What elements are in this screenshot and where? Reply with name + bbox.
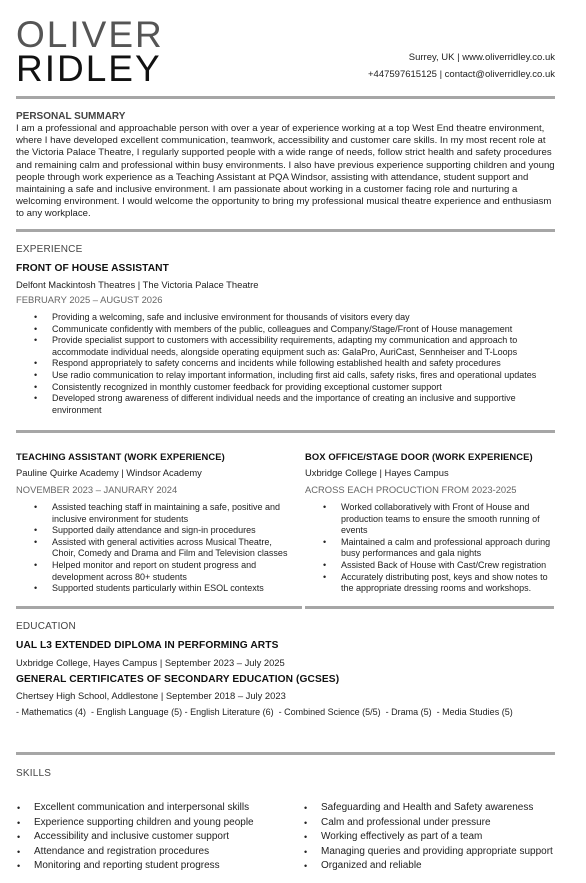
- first-name: OLIVER: [16, 14, 164, 55]
- list-item: • Respond appropriately to safety concerns and incidents while following established health and safety procedures: [52, 358, 557, 370]
- divider: [16, 752, 555, 755]
- list-item: • Maintained a calm and professional approach during busy performances and gala nights: [341, 537, 556, 560]
- list-item: • Accessibility and inclusive customer support: [34, 830, 289, 845]
- list-item: • Attendance and registration procedures: [34, 845, 289, 860]
- divider: [305, 606, 554, 609]
- list-item: • Communicate confidently with members of the public, colleagues and Company/Stage/Front of House management: [52, 324, 557, 336]
- job-bullets: [341, 502, 556, 595]
- location-website: Surrey, UK | www.oliverridley.co.uk: [408, 52, 555, 63]
- list-item: • Managing queries and providing appropriate support: [321, 845, 571, 860]
- qualification-title: GENERAL CERTIFICATES OF SECONDARY EDUCATION (GCSES): [16, 674, 340, 685]
- divider: [16, 229, 555, 232]
- list-item: • Organized and reliable: [321, 859, 571, 874]
- divider: [16, 430, 555, 433]
- job-dates: FEBRUARY 2025 – AUGUST 2026: [16, 294, 163, 305]
- qualification-detail: Chertsey High School, Addlestone | September 2018 – July 2023: [16, 690, 286, 701]
- job-dates: ACROSS EACH PROCUCTION FROM 2023-2025: [305, 484, 517, 495]
- experience-heading: EXPERIENCE: [16, 244, 83, 255]
- list-item: • Use radio communication to relay important information, including first aid calls, safety risks, fires and operational updates: [52, 370, 557, 382]
- qualification-detail: Uxbridge College, Hayes Campus | September 2023 – July 2025: [16, 657, 285, 668]
- list-item: • Supported daily attendance and sign-in procedures: [52, 525, 288, 537]
- list-item: • Assisted teaching staff in maintaining a safe, positive and inclusive environment for students: [52, 502, 288, 525]
- job-employer: Pauline Quirke Academy | Windsor Academy: [16, 467, 202, 478]
- job-bullets: [52, 312, 557, 416]
- list-item: • Developed strong awareness of different individual needs and the importance of creating an inclusive and supportive environment: [52, 393, 557, 416]
- list-item: • Excellent communication and interpersonal skills: [34, 801, 289, 816]
- job-title: BOX OFFICE/STAGE DOOR (WORK EXPERIENCE): [305, 451, 533, 462]
- job-employer: Uxbridge College | Hayes Campus: [305, 467, 449, 478]
- list-item: • Safeguarding and Health and Safety awareness: [321, 801, 571, 816]
- list-item: • Consistently recognized in monthly customer feedback for providing exceptional customer support: [52, 382, 557, 394]
- list-item: • Assisted with general activities across Musical Theatre, Choir, Comedy and Drama and Film and Television classes: [52, 537, 288, 560]
- list-item: • Helped monitor and report on student progress and development across 80+ students: [52, 560, 288, 583]
- list-item: • Providing a welcoming, safe and inclusive environment for thousands of visitors every day: [52, 312, 557, 324]
- job-dates: NOVEMBER 2023 – JANURARY 2024: [16, 484, 178, 495]
- list-item: • Experience supporting children and young people: [34, 816, 289, 831]
- list-item: • Supported students particularly within ESOL contexts: [52, 583, 288, 595]
- summary-heading: PERSONAL SUMMARY: [16, 111, 126, 122]
- summary-text: I am a professional and approachable person with over a year of experience working at a top West End theatre environment, where I have developed excellent communication, teamwork, accessibility and customer care skills. In my most recent role at the Victoria Palace Theatre, I regularly supported people with a wide range of needs, follow strict health and safety procedures and remaining calm and professional within busy environments. I also have previous experience supporting children and young people through work experience as a Teaching Assistant at PQA Windsor, assisting with attendance, student support and maintaining a safe and inclusive environment. I am passionate about working in a customer facing role and nurturing a welcoming environment. I would welcome the opportunity to bring my professional musical theatre experience and enthusiasm to any workplace.: [16, 123, 555, 220]
- qualification-title: UAL L3 EXTENDED DIPLOMA IN PERFORMING ARTS: [16, 640, 279, 651]
- list-item: • Worked collaboratively with Front of House and production teams to ensure the smooth running of events: [341, 502, 556, 537]
- job-employer: Delfont Mackintosh Theatres | The Victoria Palace Theatre: [16, 279, 259, 290]
- list-item: • Provide specialist support to customers with accessibility requirements, adapting my communication and approach to accommodate individual needs, alongside operating equipment such as: GalaPro, AuriCast, Sennheiser and T-Loops: [52, 335, 557, 358]
- skills-list-right: [321, 801, 571, 874]
- list-item: • Working effectively as part of a team: [321, 830, 571, 845]
- last-name: RIDLEY: [16, 48, 162, 89]
- job-title: FRONT OF HOUSE ASSISTANT: [16, 263, 169, 274]
- divider: [16, 606, 302, 609]
- education-heading: EDUCATION: [16, 621, 76, 632]
- list-item: • Accurately distributing post, keys and show notes to the appropriate dressing rooms and workshops.: [341, 572, 556, 595]
- list-item: • Assisted Back of House with Cast/Crew registration: [341, 560, 556, 572]
- job-title: TEACHING ASSISTANT (WORK EXPERIENCE): [16, 451, 225, 462]
- phone-email: +447597615125 | contact@oliverridley.co.uk: [367, 69, 555, 80]
- job-bullets: [52, 502, 288, 595]
- gcse-subjects: - Mathematics (4) - English Language (5) - English Literature (6) - Combined Science (5/5) - Drama (5) - Media Studies (5): [16, 707, 513, 717]
- list-item: • Calm and professional under pressure: [321, 816, 571, 831]
- skills-heading: SKILLS: [16, 768, 52, 779]
- divider: [16, 96, 555, 99]
- skills-list-left: [34, 801, 289, 874]
- list-item: • Monitoring and reporting student progress: [34, 859, 289, 874]
